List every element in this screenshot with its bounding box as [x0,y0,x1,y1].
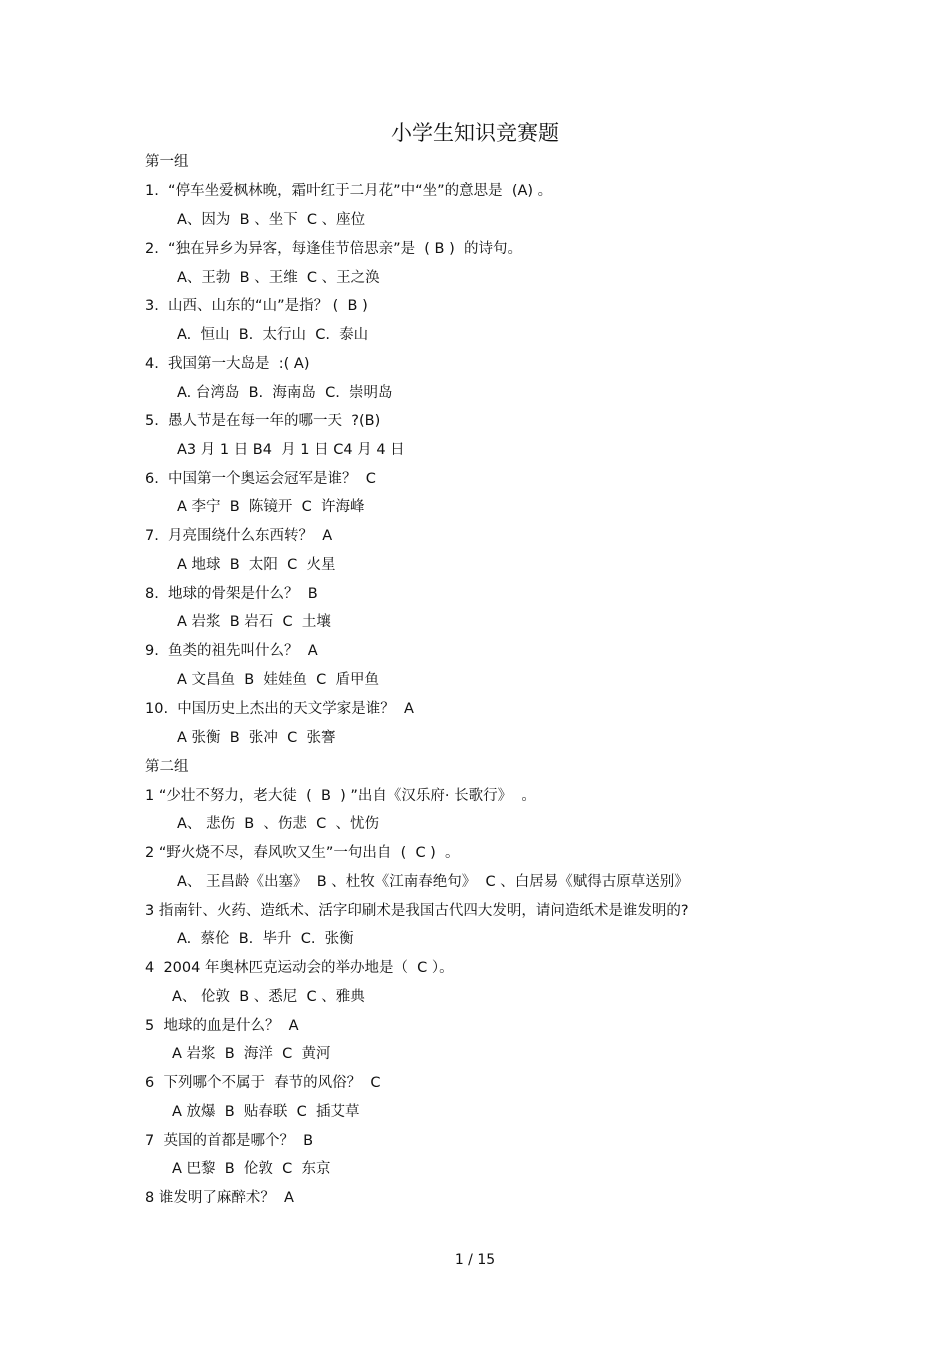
question-line: 7 英国的首都是哪个？ B [145,1133,314,1149]
question-line: 2. “独在异乡为异客，每逢佳节倍思亲”是 ( B ) 的诗句。 [145,241,522,257]
question-line: 5. 愚人节是在每一年的哪一天 ?(B) [145,413,381,429]
answer-options-line: A、 王昌龄《出塞》 B 、杜牧《江南春绝句》 C 、白居易《赋得古原草送别》 [177,874,689,890]
answer-options-line: A 李宁 B 陈镜开 C 许海峰 [177,499,365,515]
answer-options-line: A 巴黎 B 伦敦 C 东京 [172,1161,331,1177]
question-line: 3. 山西、山东的“山”是指？ ( B ) [145,298,368,314]
question-line: 5 地球的血是什么？ A [145,1018,299,1034]
question-line: 9. 鱼类的祖先叫什么？ A [145,643,318,659]
question-line: 4 2004 年奥林匹克运动会的举办地是（ C ）。 [145,960,454,976]
question-line: 2 “野火烧不尽，春风吹又生”一句出自 ( C ) 。 [145,845,460,861]
answer-options-line: A、 伦敦 B 、悉尼 C 、雅典 [172,989,365,1005]
question-line: 10. 中国历史上杰出的天文学家是谁？ A [145,701,414,717]
answer-options-line: A、 悲伤 B 、伤悲 C 、忧伤 [177,816,379,832]
question-line: 8 谁发明了麻醉术？ A [145,1190,294,1206]
question-line: 7. 月亮围绕什么东西转？ A [145,528,333,544]
answer-options-line: A、因为 B 、坐下 C 、座位 [177,212,366,228]
section-heading-group-1: 第一组 [145,154,189,170]
answer-options-line: A. 恒山 B. 太行山 C. 泰山 [177,327,369,343]
answer-options-line: A3 月 1 日 B4 月 1 日 C4 月 4 日 [177,442,405,458]
question-line: 6 下列哪个不属于 春节的风俗？ C [145,1075,381,1091]
page-number: 1 / 15 [454,1252,496,1268]
question-line: 3 指南针、火药、造纸术、活字印刷术是我国古代四大发明，请问造纸术是谁发明的? [145,903,689,919]
answer-options-line: A 张衡 B 张冲 C 张謇 [177,730,336,746]
question-line: 1 “少壮不努力，老大徒 ( B ) ”出自《汉乐府· 长歌行》 。 [145,788,536,804]
question-line: 4. 我国第一大岛是 :( A) [145,356,310,372]
section-heading-group-2: 第二组 [145,759,189,775]
answer-options-line: A 岩浆 B 岩石 C 土壤 [177,614,331,630]
answer-options-line: A 文昌鱼 B 娃娃鱼 C 盾甲鱼 [177,672,379,688]
answer-options-line: A. 台湾岛 B. 海南岛 C. 崇明岛 [177,385,393,401]
answer-options-line: A 放爆 B 贴春联 C 插艾草 [172,1104,360,1120]
answer-options-line: A. 蔡伦 B. 毕升 C. 张衡 [177,931,354,947]
question-line: 6. 中国第一个奥运会冠军是谁？ C [145,471,376,487]
answer-options-line: A 岩浆 B 海洋 C 黄河 [172,1046,331,1062]
answer-options-line: A、王勃 B 、王维 C 、王之涣 [177,270,380,286]
page-title: 小学生知识竞赛题 [391,121,559,145]
question-line: 1. “停车坐爱枫林晚，霜叶红于二月花”中“坐”的意思是 (A) 。 [145,183,553,199]
answer-options-line: A 地球 B 太阳 C 火星 [177,557,336,573]
question-line: 8. 地球的骨架是什么？ B [145,586,318,602]
